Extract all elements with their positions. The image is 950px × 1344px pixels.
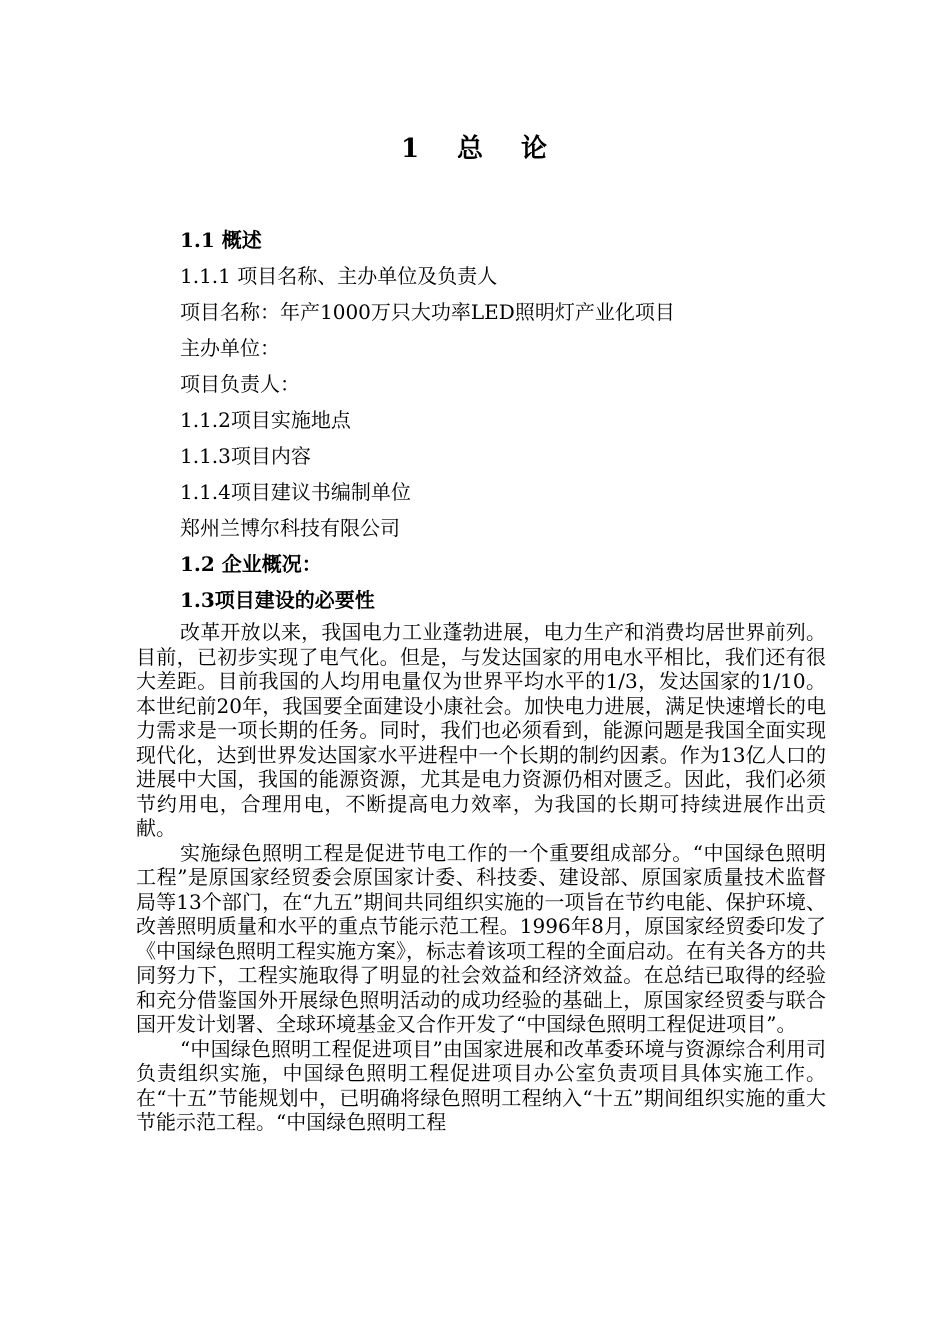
host-unit-line: 主办单位： <box>180 336 280 360</box>
chapter-number: 1 <box>400 134 422 164</box>
project-leader-line: 项目负责人： <box>180 372 300 396</box>
paragraph: 实施绿色照明工程是促进节电工作的一个重要组成部分。“中国绿色照明工程”是原国家经贸委会原国家计委、科技委、建设部、原国家质量技术监督局等13个部门，在“九五”期间共同组织实施的一项旨在节约电能、保护环境、改善照明质量和水平的重点节能示范工程。1996年8月，原国家经贸委印发了《中国绿色照明工程实施方案》，标志着该项工程的全面启动。在有关各方的共同努力下，工程实施取得了明显的社会效益和经济效益。在总结已取得的经验和充分借鉴国外开展绿色照明活动的成功经验的基础上，原国家经贸委与联合国开发计划署、全球环境基金又合作开发了“中国绿色照明工程促进项目”。 <box>136 840 826 1036</box>
chapter-title-part1: 总 <box>457 134 486 164</box>
section-heading-company: 1.2 企业概况： <box>180 552 322 576</box>
paragraph: 改革开放以来，我国电力工业蓬勃进展，电力生产和消费均居世界前列。目前，已初步实现了电气化。但是，与发达国家的用电水平相比，我们还有很大差距。目前我国的人均用电量仅为世界平均水平的1/3，发达国家的1/10。本世纪前20年，我国要全面建设小康社会。加快电力进展，满足快速增长的电力需求是一项长期的任务。同时，我们也必须看到，能源问题是我国全面实现现代化，达到世界发达国家水平进程中一个长期的制约因素。作为13亿人口的进展中大国，我国的能源资源，尤其是电力资源仍相对匮乏。因此，我们必须节约用电，合理用电，不断提高电力效率，为我国的长期可持续进展作出贡献。 <box>136 620 826 840</box>
chapter-title <box>0 128 950 165</box>
author-company-line: 郑州兰博尔科技有限公司 <box>180 516 400 540</box>
outline-list <box>180 222 860 618</box>
section-heading-overview: 1.1 概述 <box>180 228 262 252</box>
subsection-heading-content: 1.1.3项目内容 <box>180 444 311 468</box>
paragraph: “中国绿色照明工程促进项目”由国家进展和改革委环境与资源综合利用司负责组织实施，中国绿色照明工程促进项目办公室负责项目具体实施工作。在“十五”节能规划中，已明确将绿色照明工程纳入“十五”期间组织实施的重大节能示范工程。“中国绿色照明工程 <box>136 1036 826 1134</box>
project-name-line: 项目名称：年产1000万只大功率LED照明灯产业化项目 <box>180 300 675 324</box>
subsection-heading-author: 1.1.4项目建议书编制单位 <box>180 480 411 504</box>
subsection-heading-location: 1.1.2项目实施地点 <box>180 408 351 432</box>
section-heading-necessity: 1.3项目建设的必要性 <box>180 588 375 612</box>
body-text <box>136 620 826 1135</box>
subsection-heading-project-name: 1.1.1 项目名称、主办单位及负责人 <box>180 264 498 288</box>
chapter-title-part2: 论 <box>521 134 550 164</box>
